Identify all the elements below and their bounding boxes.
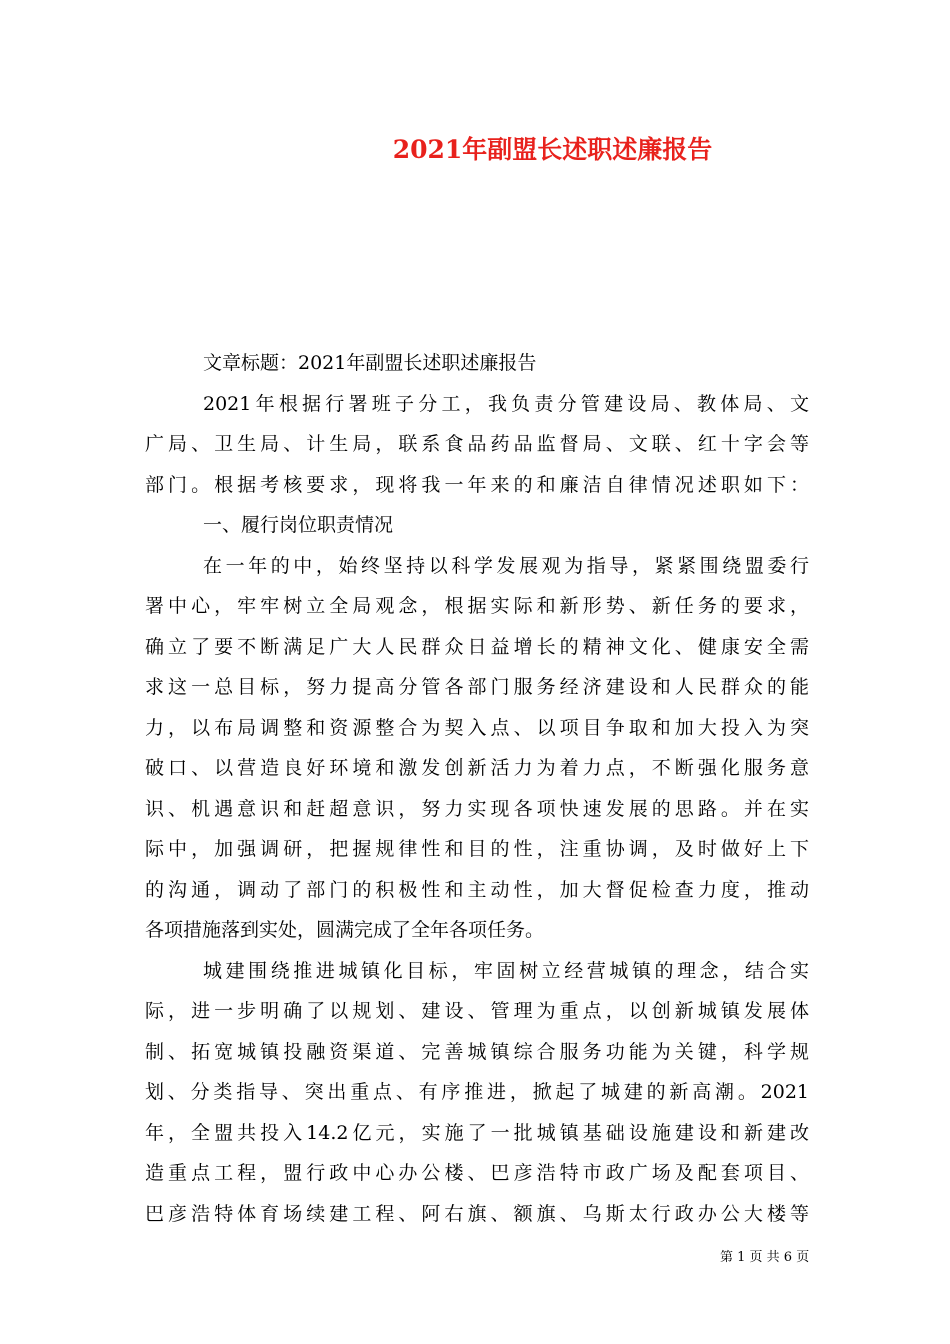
paragraph-line: 城建围绕推进城镇化目标，牢固树立经营城镇的理念，结合实 xyxy=(203,959,809,982)
paragraph-line: 部门。根据考核要求，现将我一年来的和廉洁自律情况述职如下： xyxy=(145,473,809,496)
paragraph-line: 在一年的中，始终坚持以科学发展观为指导，紧紧围绕盟委行 xyxy=(203,554,809,577)
paragraph-line: 的沟通，调动了部门的积极性和主动性，加大督促检查力度，推动 xyxy=(145,878,809,901)
paragraph-line: 求这一总目标，努力提高分管各部门服务经济建设和人民群众的能 xyxy=(145,676,809,698)
paragraph-line: 2021年根据行署班子分工，我负责分管建设局、教体局、文 xyxy=(203,392,809,415)
paragraph-line: 力，以布局调整和资源整合为契入点、以项目争取和加大投入为突 xyxy=(145,716,809,739)
paragraph-line: 制、拓宽城镇投融资渠道、完善城镇综合服务功能为关键，科学规 xyxy=(145,1040,809,1063)
paragraph-line: 署中心，牢牢树立全局观念，根据实际和新形势、新任务的要求， xyxy=(145,595,809,617)
paragraph-line: 造重点工程，盟行政中心办公楼、巴彦浩特市政广场及配套项目、 xyxy=(145,1162,809,1184)
paragraph-line: 各项措施落到实处，圆满完成了全年各项任务。 xyxy=(145,919,545,941)
paragraph-line: 破口、以营造良好环境和激发创新活力为着力点，不断强化服务意 xyxy=(145,757,809,779)
paragraph-line: 划、分类指导、突出重点、有序推进，掀起了城建的新高潮。2021 xyxy=(145,1081,809,1103)
paragraph-line: 际中，加强调研，把握规律性和目的性，注重协调，及时做好上下 xyxy=(145,838,809,860)
paragraph-line: 巴彦浩特体育场续建工程、阿右旗、额旗、乌斯太行政办公大楼等 xyxy=(145,1202,809,1225)
page-indicator: 第 1 页 共 6 页 xyxy=(720,1250,810,1265)
paragraph-line: 际，进一步明确了以规划、建设、管理为重点，以创新城镇发展体 xyxy=(145,1000,809,1022)
paragraph-line: 确立了要不断满足广大人民群众日益增长的精神文化、健康安全需 xyxy=(145,635,809,658)
document-body xyxy=(145,343,809,1234)
paragraph-line: 年，全盟共投入14.2亿元，实施了一批城镇基础设施建设和新建改 xyxy=(145,1121,809,1144)
paragraph-line: 广局、卫生局、计生局，联系食品药品监督局、文联、红十字会等 xyxy=(145,433,809,455)
document-title: 2021年副盟长述职述廉报告 xyxy=(392,135,713,164)
paragraph-line: 识、机遇意识和赶超意识，努力实现各项快速发展的思路。并在实 xyxy=(145,797,809,820)
section-heading: 一、履行岗位职责情况 xyxy=(203,514,394,536)
article-title-line: 文章标题：2021年副盟长述职述廉报告 xyxy=(203,352,537,374)
